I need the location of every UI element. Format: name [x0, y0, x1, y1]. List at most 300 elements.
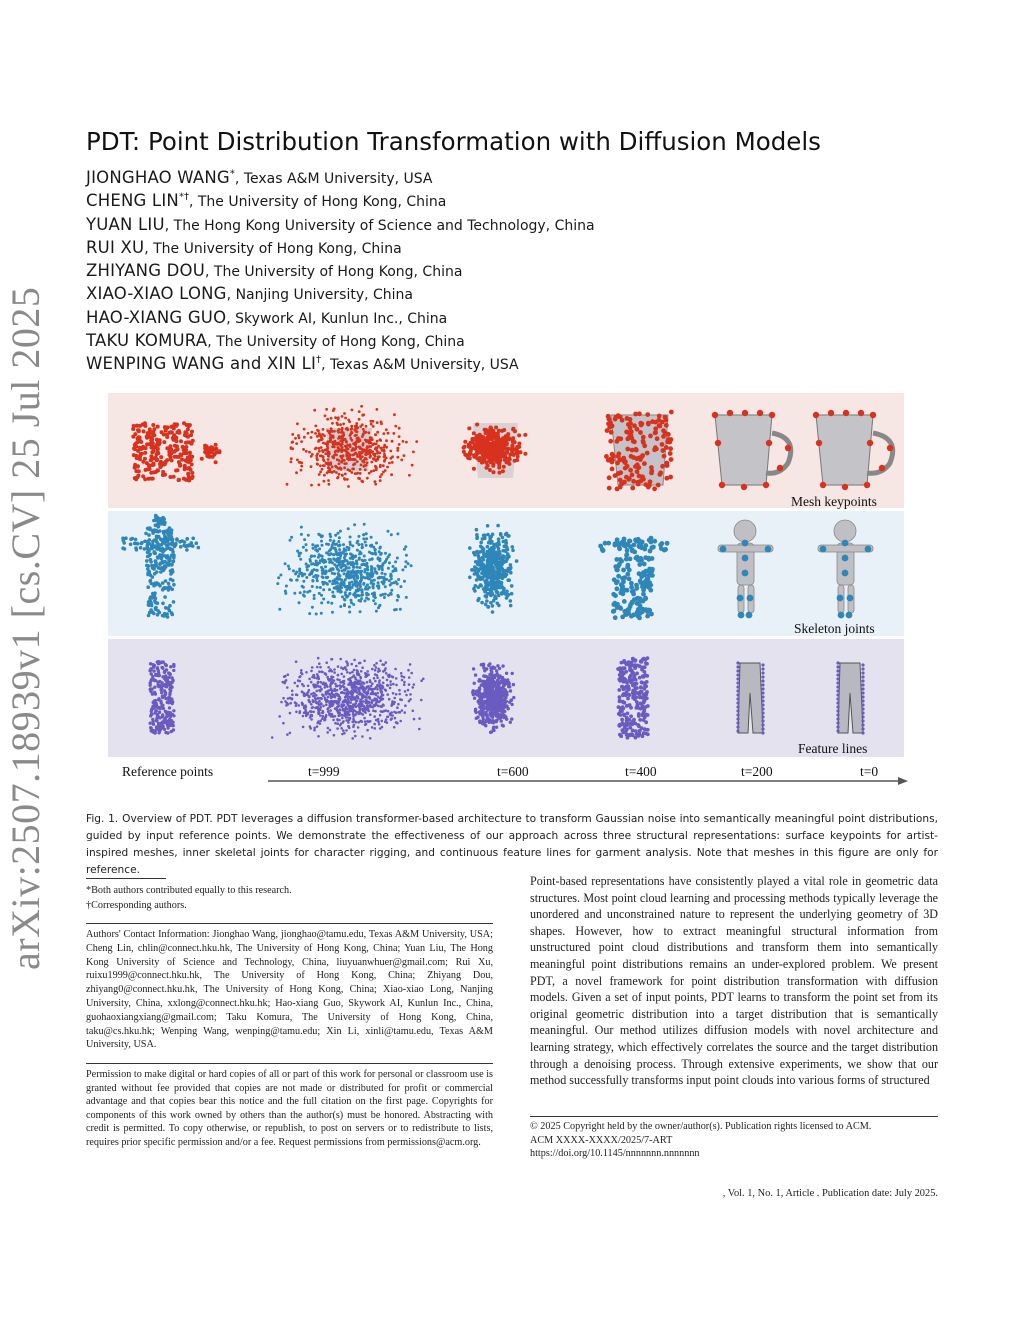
denoising-point [494, 707, 497, 710]
noisy-point [321, 671, 324, 674]
noisy-point [339, 724, 342, 727]
denoising-point [499, 557, 503, 561]
keypoint [842, 484, 848, 490]
noisy-point [331, 670, 334, 673]
feature-line-point [736, 705, 739, 708]
noisy-point [366, 568, 369, 571]
denoising-point [498, 459, 502, 463]
noisy-point [339, 605, 342, 608]
reference-point [171, 724, 174, 727]
noisy-point [341, 717, 344, 720]
noisy-point [370, 692, 373, 695]
reference-point [158, 728, 161, 731]
noisy-point [339, 658, 342, 661]
denoising-point [517, 445, 521, 449]
denoising-point [640, 609, 645, 614]
noisy-point [403, 681, 406, 684]
feature-line-point [836, 665, 839, 668]
noisy-point [352, 695, 355, 698]
noisy-point [306, 591, 309, 594]
reference-point [153, 679, 156, 682]
denoising-point [636, 596, 641, 601]
noisy-point [374, 453, 377, 456]
denoising-point [479, 584, 483, 588]
noisy-point [322, 455, 325, 458]
denoising-point [497, 463, 501, 467]
noisy-point [379, 684, 382, 687]
noisy-point [347, 419, 350, 422]
denoising-point [492, 552, 496, 556]
reference-point [153, 691, 156, 694]
author-affiliation: , Nanjing University, China [226, 287, 413, 304]
reference-point [140, 542, 144, 546]
denoising-point [491, 716, 494, 719]
feature-line-point [761, 667, 764, 670]
denoising-point [496, 550, 500, 554]
noisy-point [337, 665, 340, 668]
reference-point [143, 424, 147, 428]
denoising-point [491, 604, 495, 608]
noisy-point [396, 532, 399, 535]
reference-point [182, 477, 186, 481]
arxiv-identifier-stamp: arXiv:2507.18939v1 [cs.CV] 25 Jul 2025 [3, 286, 48, 970]
noisy-point [360, 578, 363, 581]
noisy-point [349, 552, 352, 555]
reference-point [150, 707, 153, 710]
author-entry [86, 215, 946, 238]
denoising-point [485, 599, 489, 603]
reference-point [191, 475, 195, 479]
noisy-point [360, 448, 363, 451]
noisy-point [384, 552, 387, 555]
noisy-point [360, 597, 363, 600]
noisy-point [318, 547, 321, 550]
noisy-point [367, 692, 370, 695]
noisy-point [380, 710, 383, 713]
reference-point [164, 693, 167, 696]
noisy-point [377, 720, 380, 723]
noisy-point [355, 584, 358, 587]
denoising-point [615, 537, 620, 542]
noisy-point [352, 706, 355, 709]
denoising-point [624, 557, 629, 562]
reference-point [162, 517, 166, 521]
noisy-point [271, 736, 274, 739]
denoising-point [477, 438, 481, 442]
denoising-point [473, 569, 477, 573]
denoising-point [506, 578, 510, 582]
noisy-point [376, 408, 379, 411]
noisy-point [303, 538, 306, 541]
noisy-point [302, 726, 305, 729]
noisy-point [396, 557, 399, 560]
noisy-point [301, 683, 304, 686]
noisy-point [362, 713, 365, 716]
author-name: YUAN LIU [86, 214, 165, 234]
denoising-point [634, 722, 638, 726]
feature-line-point [736, 701, 739, 704]
denoising-point [503, 688, 506, 691]
noisy-point [326, 418, 329, 421]
denoising-point [500, 575, 504, 579]
denoising-point [618, 673, 622, 677]
author-list [86, 168, 946, 378]
noisy-point [340, 583, 343, 586]
noisy-point [330, 682, 333, 685]
denoising-point [482, 680, 485, 683]
noisy-point [359, 712, 362, 715]
denoising-point [656, 483, 661, 488]
noisy-point [370, 423, 373, 426]
noisy-point [389, 573, 392, 576]
denoising-point [477, 556, 481, 560]
author-footnote-mark: *† [178, 191, 189, 203]
denoising-point [479, 696, 482, 699]
noisy-point [360, 720, 363, 723]
noisy-point [351, 671, 354, 674]
noisy-point [286, 733, 289, 736]
denoising-point [662, 454, 667, 459]
reference-point [160, 722, 163, 725]
skeleton-joint [842, 540, 849, 547]
noisy-point [354, 579, 357, 582]
denoising-point [660, 464, 665, 469]
reference-point [186, 456, 190, 460]
denoising-point [496, 591, 500, 595]
noisy-point [358, 703, 361, 706]
feature-line-point [736, 685, 739, 688]
noisy-point [402, 440, 405, 443]
noisy-point [310, 555, 313, 558]
noisy-point [361, 704, 364, 707]
noisy-point [282, 697, 285, 700]
noisy-point [344, 473, 347, 476]
noisy-point [333, 582, 336, 585]
noisy-point [346, 585, 349, 588]
feature-line-point [736, 661, 739, 664]
noisy-point [316, 463, 319, 466]
denoising-point [498, 667, 501, 670]
noisy-point [329, 539, 332, 542]
denoising-point [618, 733, 622, 737]
denoising-point [637, 456, 642, 461]
reference-point [172, 553, 176, 557]
denoising-point [637, 712, 641, 716]
denoising-point [615, 579, 620, 584]
noisy-point [300, 533, 303, 536]
denoising-point [472, 446, 476, 450]
denoising-point [473, 437, 477, 441]
noisy-point [393, 413, 396, 416]
noisy-point [365, 597, 368, 600]
author-name: CHENG LIN [86, 191, 179, 211]
reference-point [148, 526, 152, 530]
author-affiliation: , Texas A&M University, USA [321, 357, 519, 374]
noisy-point [333, 430, 336, 433]
noisy-point [395, 693, 398, 696]
reference-point [179, 454, 183, 458]
noisy-point [344, 445, 347, 448]
denoising-point [608, 439, 613, 444]
denoising-point [620, 706, 624, 710]
noisy-point [342, 543, 345, 546]
reference-point [144, 532, 148, 536]
reference-point [129, 543, 133, 547]
noisy-point [308, 612, 311, 615]
reference-point [150, 604, 154, 608]
noisy-point [354, 710, 357, 713]
noisy-point [284, 592, 287, 595]
noisy-point [348, 683, 351, 686]
denoising-point [478, 433, 482, 437]
noisy-point [349, 454, 352, 457]
noisy-point [296, 459, 299, 462]
noisy-point [361, 543, 364, 546]
noisy-point [339, 544, 342, 547]
denoising-point [500, 710, 503, 713]
denoising-point [644, 720, 648, 724]
noisy-point [322, 694, 325, 697]
noisy-point [346, 563, 349, 566]
noisy-point [341, 459, 344, 462]
denoising-point [621, 700, 625, 704]
denoising-point [509, 689, 512, 692]
noisy-point [395, 608, 398, 611]
skeleton-joint [765, 546, 772, 553]
reference-point [154, 544, 158, 548]
noisy-point [385, 439, 388, 442]
noisy-point [410, 564, 413, 567]
denoising-point [607, 475, 612, 480]
noisy-point [302, 715, 305, 718]
noisy-point [337, 437, 340, 440]
reference-point [154, 674, 157, 677]
noisy-point [315, 560, 318, 563]
noisy-point [329, 533, 332, 536]
reference-point [179, 545, 183, 549]
reference-point [154, 518, 158, 522]
noisy-point [316, 666, 319, 669]
reference-point [189, 433, 193, 437]
reference-point [157, 662, 160, 665]
denoising-point [482, 534, 486, 538]
denoising-point [630, 548, 635, 553]
reference-point [149, 595, 153, 599]
denoising-point [473, 697, 476, 700]
noisy-point [401, 679, 404, 682]
noisy-point [334, 549, 337, 552]
noisy-point [322, 428, 325, 431]
noisy-point [353, 689, 356, 692]
denoising-point [644, 692, 648, 696]
noisy-point [347, 448, 350, 451]
reference-point [182, 447, 186, 451]
noisy-point [358, 557, 361, 560]
noisy-point [378, 669, 381, 672]
denoising-point [509, 721, 512, 724]
noisy-point [356, 460, 359, 463]
denoising-point [622, 672, 626, 676]
noisy-point [379, 479, 382, 482]
denoising-point [630, 732, 634, 736]
reference-point [175, 537, 179, 541]
noisy-point [336, 553, 339, 556]
noisy-point [359, 692, 362, 695]
noisy-point [291, 441, 294, 444]
denoising-point [483, 675, 486, 678]
noisy-point [299, 461, 302, 464]
noisy-point [384, 469, 387, 472]
noisy-point [324, 414, 327, 417]
noisy-point [319, 455, 322, 458]
noisy-point [361, 546, 364, 549]
noisy-point [344, 591, 347, 594]
keypoint [712, 412, 718, 418]
reference-point [177, 478, 181, 482]
noisy-point [283, 682, 286, 685]
author-entry [86, 284, 946, 307]
denoising-point [475, 423, 479, 427]
noisy-point [344, 700, 347, 703]
denoising-point [625, 548, 630, 553]
denoising-point [625, 552, 630, 557]
noisy-point [353, 523, 356, 526]
noisy-point [390, 457, 393, 460]
denoising-point [497, 429, 501, 433]
author-name: XIAO-XIAO LONG [86, 284, 227, 304]
noisy-point [291, 433, 294, 436]
noisy-point [376, 452, 379, 455]
reference-point [207, 454, 211, 458]
reference-point [150, 713, 153, 716]
noisy-point [304, 711, 307, 714]
reference-point [195, 541, 199, 545]
denoising-point [642, 562, 647, 567]
reference-point [160, 705, 163, 708]
noisy-point [383, 664, 386, 667]
reference-point [166, 726, 169, 729]
reference-point [156, 666, 159, 669]
noisy-point [375, 466, 378, 469]
reference-point [169, 572, 173, 576]
noisy-point [327, 689, 330, 692]
noisy-point [370, 461, 373, 464]
reference-point [157, 684, 160, 687]
reference-point [175, 455, 179, 459]
noisy-point [339, 455, 342, 458]
noisy-point [328, 549, 331, 552]
noisy-point [327, 710, 330, 713]
figure-point-clouds [108, 393, 904, 757]
noisy-point [364, 541, 367, 544]
noisy-point [420, 699, 423, 702]
noisy-point [305, 450, 308, 453]
noisy-point [290, 536, 293, 539]
noisy-point [383, 581, 386, 584]
author-affiliation: , The University of Hong Kong, China [207, 334, 465, 351]
noisy-point [332, 694, 335, 697]
noisy-point [287, 673, 290, 676]
noisy-point [319, 708, 322, 711]
feature-line-point [736, 713, 739, 716]
noisy-point [358, 588, 361, 591]
noisy-point [361, 589, 364, 592]
noisy-point [312, 711, 315, 714]
noisy-point [351, 409, 354, 412]
noisy-point [316, 690, 319, 693]
noisy-point [369, 704, 372, 707]
denoising-point [491, 610, 495, 614]
noisy-point [302, 546, 305, 549]
noisy-point [357, 672, 360, 675]
denoising-point [506, 552, 510, 556]
denoising-point [625, 716, 629, 720]
noisy-point [331, 691, 334, 694]
author-entry [86, 354, 946, 377]
noisy-point [381, 572, 384, 575]
noisy-point [282, 722, 285, 725]
keypoint [727, 410, 733, 416]
feature-line-point [761, 695, 764, 698]
denoising-point [498, 448, 502, 452]
skeleton-joint [742, 540, 749, 547]
noisy-point [351, 737, 354, 740]
denoising-point [653, 426, 658, 431]
noisy-point [321, 717, 324, 720]
noisy-point [348, 566, 351, 569]
noisy-point [315, 447, 318, 450]
keypoint [864, 482, 870, 488]
reference-point [150, 687, 153, 690]
reference-point [180, 458, 184, 462]
noisy-point [368, 586, 371, 589]
noisy-point [404, 690, 407, 693]
noisy-point [309, 701, 312, 704]
noisy-point [324, 684, 327, 687]
noisy-point [390, 717, 393, 720]
noisy-point [317, 533, 320, 536]
noisy-point [375, 719, 378, 722]
denoising-point [650, 573, 655, 578]
noisy-point [341, 427, 344, 430]
noisy-point [388, 698, 391, 701]
noisy-point [324, 565, 327, 568]
noisy-point [312, 701, 315, 704]
noisy-point [333, 671, 336, 674]
denoising-point [661, 428, 666, 433]
denoising-point [668, 451, 673, 456]
noisy-point [302, 594, 305, 597]
noisy-point [300, 526, 303, 529]
reference-point [132, 453, 136, 457]
keypoint [719, 482, 725, 488]
noisy-point [397, 578, 400, 581]
noisy-point [322, 464, 325, 467]
denoising-point [645, 680, 649, 684]
denoising-point [510, 444, 514, 448]
reference-point [207, 449, 211, 453]
reference-point [169, 548, 173, 552]
noisy-point [350, 663, 353, 666]
noisy-point [396, 456, 399, 459]
noisy-point [311, 707, 314, 710]
noisy-point [415, 440, 418, 443]
noisy-point [371, 579, 374, 582]
denoising-point [646, 485, 651, 490]
noisy-point [371, 726, 374, 729]
denoising-point [625, 572, 630, 577]
denoising-point [495, 718, 498, 721]
